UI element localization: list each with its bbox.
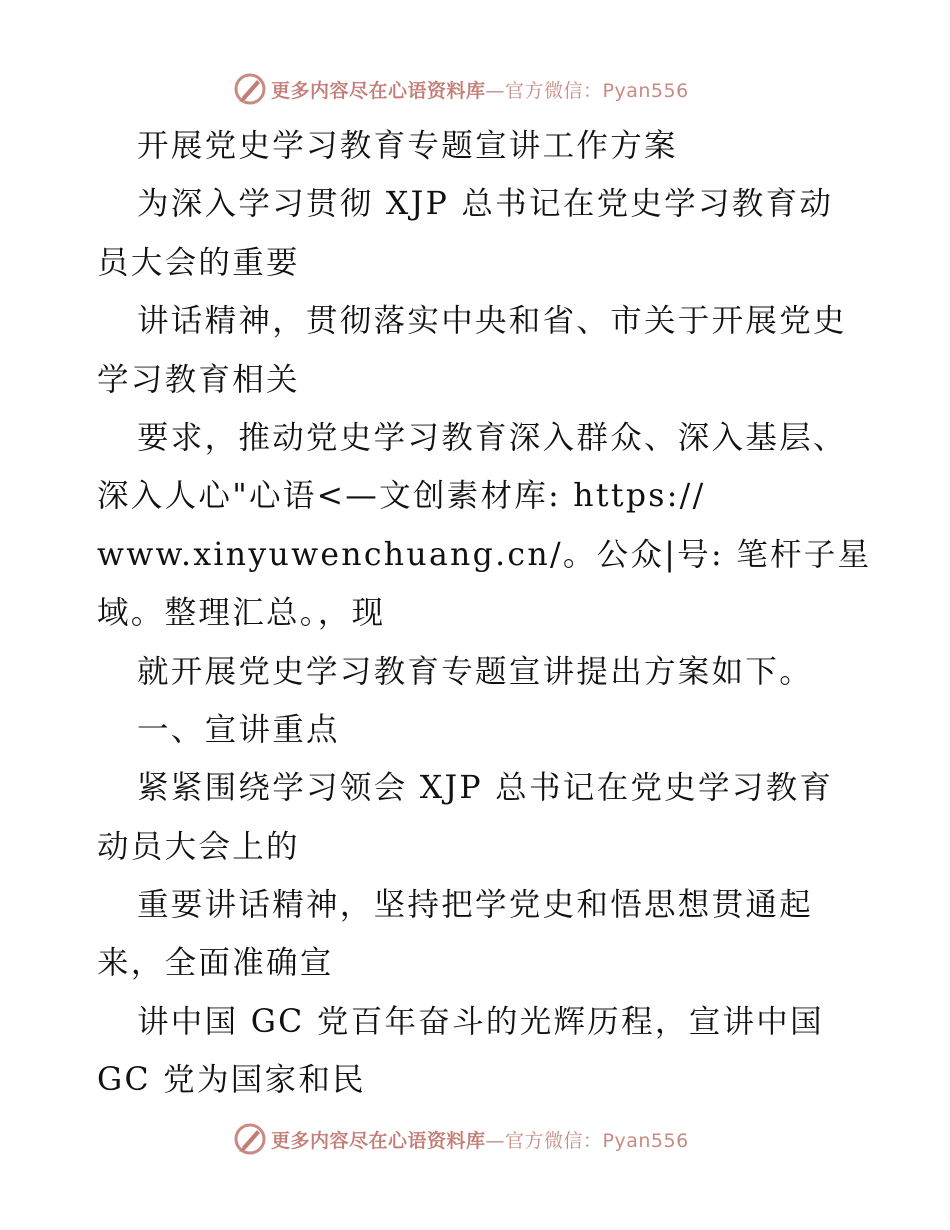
paragraph-line: 动员大会上的 — [97, 828, 300, 865]
footer-watermark — [233, 1121, 689, 1157]
paragraph-line: 深入人心"心语<—文创素材库: https:// — [97, 478, 706, 515]
paragraph-line: 员大会的重要 — [97, 244, 300, 281]
paragraph-line: 为深入学习贯彻 XJP 总书记在党史学习教育动 — [137, 186, 834, 223]
paragraph-line: 学习教育相关 — [97, 361, 300, 398]
paragraph-line: www.xinyuwenchuang.cn/。公众|号: 笔杆子星 — [97, 536, 872, 573]
paragraph-line: 讲中国 GC 党百年奋斗的光辉历程，宣讲中国 — [137, 1003, 824, 1040]
document-body — [97, 117, 872, 1110]
paragraph-line: 就开展党史学习教育专题宣讲提出方案如下。 — [137, 653, 814, 690]
watermark-wechat-text: —官方微信：Pyan556 — [485, 1129, 689, 1152]
section-heading: 一、宣讲重点 — [137, 711, 340, 748]
watermark-site-text: 更多内容尽在心语资料库 — [271, 79, 486, 102]
paragraph-line: 要求，推动党史学习教育深入群众、深入基层、 — [137, 419, 847, 456]
document-title: 开展党史学习教育专题宣讲工作方案 — [137, 128, 678, 164]
paragraph-line: 域。整理汇总。，现 — [97, 595, 386, 632]
pen-circle-logo-icon — [233, 1122, 267, 1156]
paragraph-line: 来，全面准确宣 — [97, 945, 334, 982]
watermark-site-text: 更多内容尽在心语资料库 — [271, 1129, 486, 1152]
watermark-wechat-text: —官方微信：Pyan556 — [485, 79, 689, 102]
paragraph-line: GC 党为国家和民 — [97, 1062, 366, 1099]
paragraph-line: 重要讲话精神，坚持把学党史和悟思想贯通起 — [137, 887, 814, 924]
pen-circle-logo-icon — [233, 72, 267, 106]
paragraph-line: 讲话精神，贯彻落实中央和省、市关于开展党史 — [137, 303, 847, 340]
header-watermark — [233, 71, 689, 107]
paragraph-line: 紧紧围绕学习领会 XJP 总书记在党史学习教育 — [137, 770, 834, 807]
